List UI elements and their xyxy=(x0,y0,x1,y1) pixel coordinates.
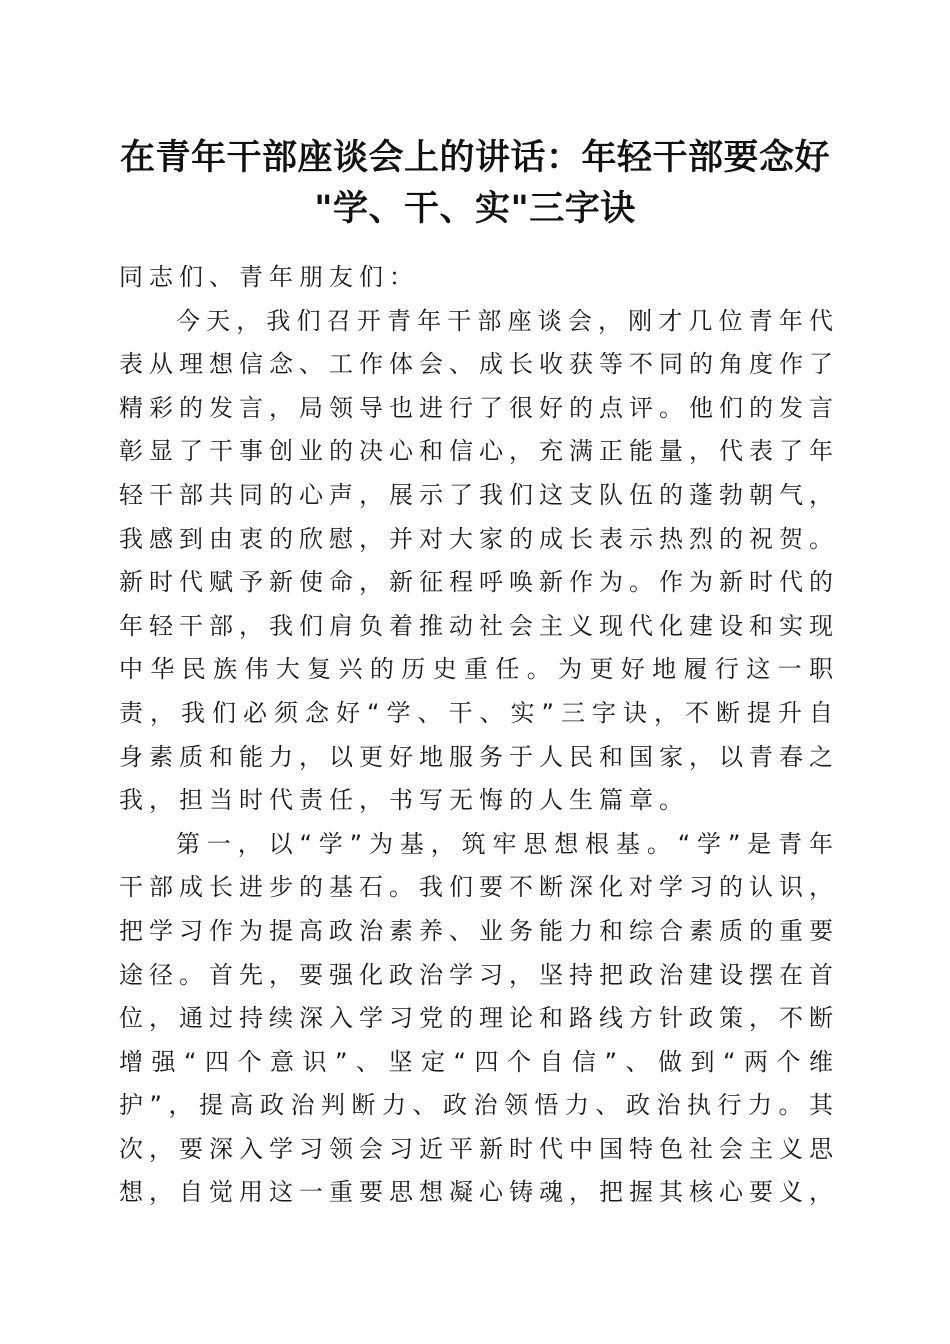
document-title xyxy=(100,132,850,234)
salutation: 同志们、青年朋友们： xyxy=(119,263,419,291)
paragraph-first-point: 第一，以“学”为基，筑牢思想根基。“学”是青年干部成长进步的基石。我们要不断深化对学习的认识，把学习作为提高政治素养、业务能力和综合素质的重要途径。首先，要强化政治学习，坚持把政治建设摆在首位，通过持续深入学习党的理论和路线方针政策，不断增强“四个意识”、坚定“四个自信”、做到“两个维护”，提高政治判断力、政治领悟力、政治执行力。其次，要深入学习领会习近平新时代中国特色社会主义思想，自觉用这一重要思想凝心铸魂，把握其核心要义， xyxy=(119,829,839,1207)
title-line-1: 在青年干部座谈会上的讲话：年轻干部要念好 xyxy=(119,137,830,178)
paragraph-intro: 今天，我们召开青年干部座谈会，刚才几位青年代表从理想信念、工作体会、成长收获等不同的角度作了精彩的发言，局领导也进行了很好的点评。他们的发言彰显了干事创业的决心和信心，充满正能量，代表了年轻干部共同的心声，展示了我们这支队伍的蓬勃朝气，我感到由衷的欣慰，并对大家的成长表示热烈的祝贺。新时代赋予新使命，新征程呼唤新作为。作为新时代的年轻干部，我们肩负着推动社会主义现代化建设和实现中华民族伟大复兴的历史重任。为更好地履行这一职责，我们必须念好“学、干、实”三字诀，不断提升自身素质和能力，以更好地服务于人民和国家，以青春之我，担当时代责任，书写无悔的人生篇章。 xyxy=(119,306,839,815)
document-body xyxy=(119,256,839,1215)
title-line-2: "学、干、实"三字诀 xyxy=(314,188,636,229)
